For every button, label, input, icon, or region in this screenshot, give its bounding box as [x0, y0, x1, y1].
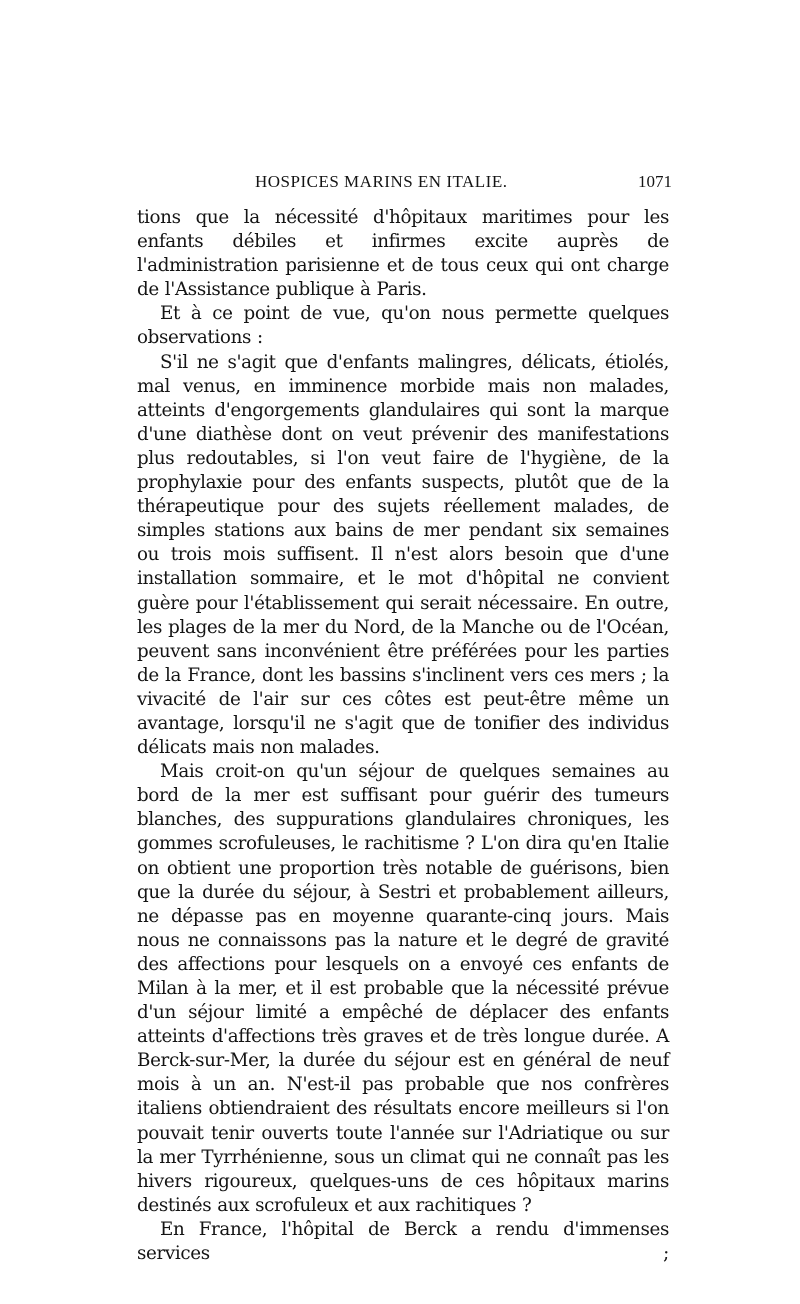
paragraph-berck: En France, l'hôpital de Berck a rendu d'immenses services ;: [137, 1218, 669, 1265]
running-title: HOSPICES MARINS EN ITALIE.: [255, 172, 508, 191]
paragraph-observations: Et à ce point de vue, qu'on nous permette quelques observations :: [137, 303, 669, 349]
body-text: [137, 206, 669, 1266]
paragraph-enfants-malingres: S'il ne s'agit que d'enfants malingres, délicats, étiolés, mal venus, en imminence morbide mais non malades, atteints d'engorgements glandulaires qui sont la marque d'une diathèse dont on veut prévenir des manifestations plus redoutables, si l'on veut faire de l'hygiène, de la prophylaxie pour des enfants suspects, plutôt que de la thérapeutique pour des sujets réellement malades, de simples stations aux bains de mer pendant six semaines ou trois mois suffisent. Il n'est alors besoin que d'une installation sommaire, et le mot d'hôpital ne convient guère pour l'établissement qui serait nécessaire. En outre, les plages de la mer du Nord, de la Manche ou de l'Océan, peuvent sans inconvénient être préférées pour les parties de la France, dont les bassins s'inclinent vers ces mers ; la vivacité de l'air sur ces côtes est peut-être même un avantage, lorsqu'il ne s'agit que de tonifier des individus délicats mais non malades.: [137, 351, 669, 759]
running-header: [137, 172, 672, 198]
paragraph-continuation: tions que la nécessité d'hôpitaux maritimes pour les enfants débiles et infirmes excite auprès de l'administration parisienne et de tous ceux qui ont charge de l'Assistance publique à Paris.: [137, 207, 669, 301]
page-number: 1071: [638, 172, 672, 191]
paragraph-sejour-bord-mer: Mais croit-on qu'un séjour de quelques semaines au bord de la mer est suffisant pour guérir des tumeurs blanches, des suppurations glandulaires chroniques, les gommes scrofuleuses, le rachitisme ? L'on dira qu'en Italie on obtient une proportion très notable de guérisons, bien que la durée du séjour, à Sestri et probablement ailleurs, ne dépasse pas en moyenne quarante-cinq jours. Mais nous ne connaissons pas la nature et le degré de gravité des affections pour lesquels on a envoyé ces enfants de Milan à la mer, et il est probable que la nécessité prévue d'un séjour limité a empêché de déplacer des enfants atteints d'affections très graves et de très longue durée. A Berck-sur-Mer, la durée du séjour est en général de neuf mois à un an. N'est-il pas probable que nos confrères italiens obtiendraient des résultats encore meilleurs si l'on pouvait tenir ouverts toute l'année sur l'Adriatique ou sur la mer Tyrrhénienne, sous un climat qui ne connaît pas les hivers rigoureux, quelques-uns de ces hôpitaux marins destinés aux scrofuleux et aux rachitiques ?: [137, 761, 669, 1216]
